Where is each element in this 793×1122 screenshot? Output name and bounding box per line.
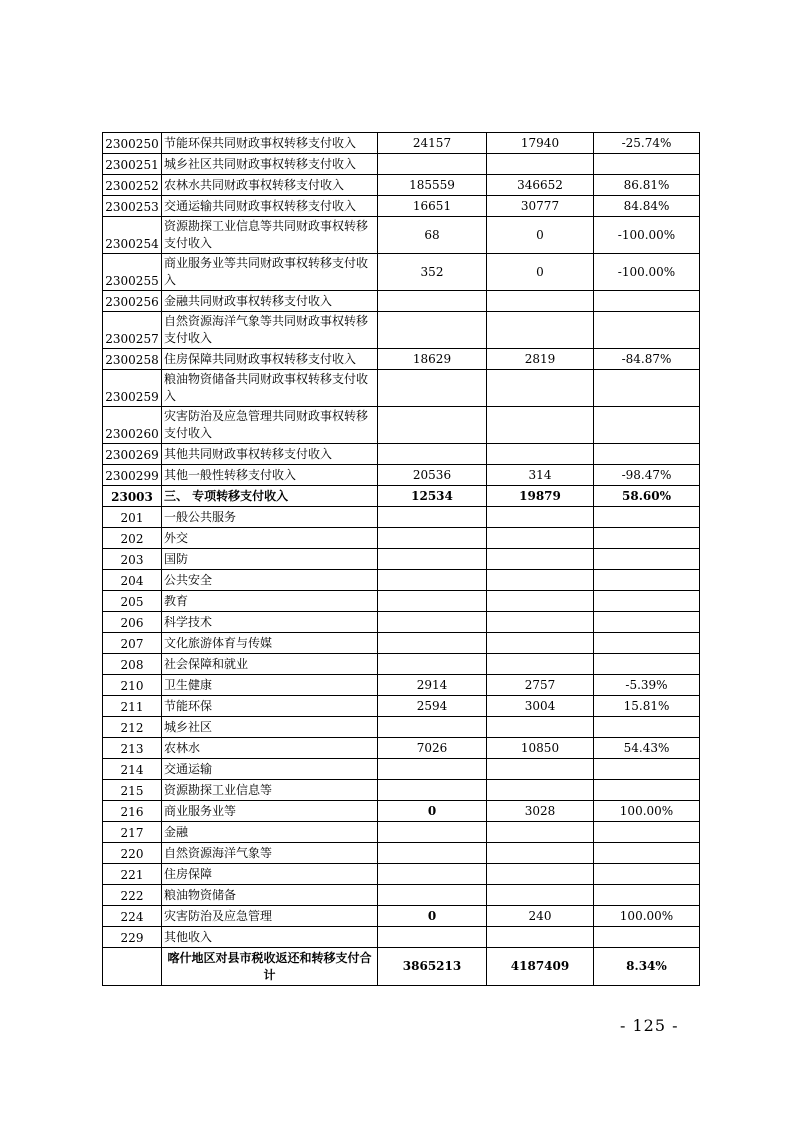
row-value-1 xyxy=(378,407,487,444)
row-code: 2300259 xyxy=(103,370,162,407)
total-code xyxy=(103,948,162,986)
table-row xyxy=(103,843,700,864)
table-row xyxy=(103,528,700,549)
total-value-1: 3865213 xyxy=(378,948,487,986)
row-value-2 xyxy=(487,822,594,843)
row-value-1 xyxy=(378,370,487,407)
row-value-1: 352 xyxy=(378,254,487,291)
row-value-1 xyxy=(378,591,487,612)
row-code: 2300250 xyxy=(103,133,162,154)
table-row xyxy=(103,196,700,217)
row-value-3 xyxy=(594,370,700,407)
row-value-3 xyxy=(594,759,700,780)
row-value-1: 2914 xyxy=(378,675,487,696)
row-code: 2300299 xyxy=(103,465,162,486)
row-value-1 xyxy=(378,717,487,738)
table-row xyxy=(103,465,700,486)
row-value-2: 0 xyxy=(487,254,594,291)
row-code: 204 xyxy=(103,570,162,591)
table-row xyxy=(103,654,700,675)
row-name: 商业服务业等 xyxy=(162,801,378,822)
row-name: 卫生健康 xyxy=(162,675,378,696)
table-row xyxy=(103,370,700,407)
row-code: 2300258 xyxy=(103,349,162,370)
table-row xyxy=(103,570,700,591)
row-value-2 xyxy=(487,843,594,864)
row-name: 交通运输共同财政事权转移支付收入 xyxy=(162,196,378,217)
table-row xyxy=(103,349,700,370)
row-code: 224 xyxy=(103,906,162,927)
row-value-3: -98.47% xyxy=(594,465,700,486)
row-value-2: 3028 xyxy=(487,801,594,822)
row-value-1 xyxy=(378,291,487,312)
row-value-2: 346652 xyxy=(487,175,594,196)
row-code: 205 xyxy=(103,591,162,612)
row-value-2: 3004 xyxy=(487,696,594,717)
row-value-3: 86.81% xyxy=(594,175,700,196)
table-row xyxy=(103,801,700,822)
table-row xyxy=(103,407,700,444)
row-value-1: 0 xyxy=(378,906,487,927)
row-value-1 xyxy=(378,885,487,906)
row-value-1 xyxy=(378,312,487,349)
row-name: 其他一般性转移支付收入 xyxy=(162,465,378,486)
row-name: 公共安全 xyxy=(162,570,378,591)
row-value-3: 100.00% xyxy=(594,906,700,927)
row-value-3 xyxy=(594,154,700,175)
row-value-3: 15.81% xyxy=(594,696,700,717)
row-name: 三、 专项转移支付收入 xyxy=(162,486,378,507)
table-row xyxy=(103,696,700,717)
row-value-1 xyxy=(378,927,487,948)
row-code: 213 xyxy=(103,738,162,759)
row-code: 203 xyxy=(103,549,162,570)
budget-table xyxy=(102,132,700,986)
row-name: 灾害防治及应急管理共同财政事权转移支付收入 xyxy=(162,407,378,444)
row-value-1: 16651 xyxy=(378,196,487,217)
row-code: 229 xyxy=(103,927,162,948)
row-value-3 xyxy=(594,927,700,948)
row-value-2 xyxy=(487,717,594,738)
row-value-3 xyxy=(594,444,700,465)
row-value-3: -84.87% xyxy=(594,349,700,370)
row-value-2: 10850 xyxy=(487,738,594,759)
row-name: 灾害防治及应急管理 xyxy=(162,906,378,927)
row-name: 自然资源海洋气象等 xyxy=(162,843,378,864)
row-code: 220 xyxy=(103,843,162,864)
table-row xyxy=(103,738,700,759)
row-code: 214 xyxy=(103,759,162,780)
row-value-2 xyxy=(487,312,594,349)
row-value-3: -100.00% xyxy=(594,254,700,291)
row-code: 208 xyxy=(103,654,162,675)
total-name: 喀什地区对县市税收返还和转移支付合计 xyxy=(162,948,378,986)
row-value-2: 19879 xyxy=(487,486,594,507)
row-value-3: -100.00% xyxy=(594,217,700,254)
row-name: 住房保障 xyxy=(162,864,378,885)
row-name: 农林水 xyxy=(162,738,378,759)
table-row xyxy=(103,291,700,312)
row-code: 222 xyxy=(103,885,162,906)
row-code: 2300260 xyxy=(103,407,162,444)
row-value-2 xyxy=(487,885,594,906)
row-value-2 xyxy=(487,654,594,675)
row-value-2 xyxy=(487,570,594,591)
row-value-1 xyxy=(378,864,487,885)
row-value-1: 2594 xyxy=(378,696,487,717)
row-code: 211 xyxy=(103,696,162,717)
row-value-3 xyxy=(594,822,700,843)
table-row xyxy=(103,486,700,507)
row-value-3: 58.60% xyxy=(594,486,700,507)
table-row xyxy=(103,154,700,175)
row-name: 农林水共同财政事权转移支付收入 xyxy=(162,175,378,196)
table-row xyxy=(103,906,700,927)
row-value-3 xyxy=(594,885,700,906)
row-code: 2300257 xyxy=(103,312,162,349)
total-value-3: 8.34% xyxy=(594,948,700,986)
table-row xyxy=(103,549,700,570)
row-name: 金融 xyxy=(162,822,378,843)
row-name: 其他共同财政事权转移支付收入 xyxy=(162,444,378,465)
row-name: 外交 xyxy=(162,528,378,549)
row-value-2 xyxy=(487,507,594,528)
row-code: 2300251 xyxy=(103,154,162,175)
row-value-1: 12534 xyxy=(378,486,487,507)
table-row xyxy=(103,254,700,291)
row-name: 社会保障和就业 xyxy=(162,654,378,675)
table-row xyxy=(103,780,700,801)
row-value-1 xyxy=(378,654,487,675)
row-name: 资源勘探工业信息等 xyxy=(162,780,378,801)
row-value-2: 17940 xyxy=(487,133,594,154)
row-value-3 xyxy=(594,570,700,591)
row-code: 2300252 xyxy=(103,175,162,196)
row-value-1 xyxy=(378,843,487,864)
row-value-1 xyxy=(378,612,487,633)
row-code: 2300255 xyxy=(103,254,162,291)
row-name: 粮油物资储备 xyxy=(162,885,378,906)
row-value-2 xyxy=(487,780,594,801)
row-value-2 xyxy=(487,591,594,612)
row-value-3: 100.00% xyxy=(594,801,700,822)
table-row xyxy=(103,927,700,948)
row-code: 2300256 xyxy=(103,291,162,312)
table-row xyxy=(103,312,700,349)
table-body xyxy=(103,133,700,986)
row-value-1: 20536 xyxy=(378,465,487,486)
page-number: - 125 - xyxy=(620,1016,679,1035)
row-value-3 xyxy=(594,291,700,312)
row-value-1 xyxy=(378,507,487,528)
row-value-1: 0 xyxy=(378,801,487,822)
row-value-3 xyxy=(594,407,700,444)
row-name: 金融共同财政事权转移支付收入 xyxy=(162,291,378,312)
table-row xyxy=(103,885,700,906)
row-value-1 xyxy=(378,549,487,570)
row-value-2: 2819 xyxy=(487,349,594,370)
row-name: 节能环保 xyxy=(162,696,378,717)
row-value-1 xyxy=(378,528,487,549)
row-value-1 xyxy=(378,570,487,591)
row-code: 221 xyxy=(103,864,162,885)
row-code: 215 xyxy=(103,780,162,801)
table-row xyxy=(103,633,700,654)
row-value-1 xyxy=(378,444,487,465)
row-code: 212 xyxy=(103,717,162,738)
row-value-1: 24157 xyxy=(378,133,487,154)
row-name: 住房保障共同财政事权转移支付收入 xyxy=(162,349,378,370)
row-name: 一般公共服务 xyxy=(162,507,378,528)
row-name: 粮油物资储备共同财政事权转移支付收入 xyxy=(162,370,378,407)
row-value-1 xyxy=(378,822,487,843)
row-name: 其他收入 xyxy=(162,927,378,948)
row-value-2 xyxy=(487,549,594,570)
row-value-3 xyxy=(594,843,700,864)
table-row xyxy=(103,822,700,843)
row-value-2 xyxy=(487,864,594,885)
total-value-2: 4187409 xyxy=(487,948,594,986)
row-code: 206 xyxy=(103,612,162,633)
row-name: 文化旅游体育与传媒 xyxy=(162,633,378,654)
row-value-3 xyxy=(594,780,700,801)
row-value-2 xyxy=(487,291,594,312)
row-value-1 xyxy=(378,759,487,780)
row-value-2 xyxy=(487,612,594,633)
row-value-3 xyxy=(594,312,700,349)
row-value-2 xyxy=(487,370,594,407)
row-value-2 xyxy=(487,759,594,780)
row-value-2: 2757 xyxy=(487,675,594,696)
row-value-2 xyxy=(487,633,594,654)
row-value-3 xyxy=(594,591,700,612)
row-code: 2300269 xyxy=(103,444,162,465)
row-value-2 xyxy=(487,154,594,175)
row-code: 202 xyxy=(103,528,162,549)
row-value-3 xyxy=(594,633,700,654)
row-value-3 xyxy=(594,549,700,570)
row-value-1 xyxy=(378,154,487,175)
row-name: 节能环保共同财政事权转移支付收入 xyxy=(162,133,378,154)
row-value-3: -25.74% xyxy=(594,133,700,154)
row-value-3: 84.84% xyxy=(594,196,700,217)
table-row xyxy=(103,217,700,254)
row-value-3 xyxy=(594,717,700,738)
table-row xyxy=(103,175,700,196)
row-value-1: 18629 xyxy=(378,349,487,370)
row-value-2: 240 xyxy=(487,906,594,927)
row-name: 交通运输 xyxy=(162,759,378,780)
row-value-1: 185559 xyxy=(378,175,487,196)
row-code: 2300254 xyxy=(103,217,162,254)
row-value-1: 7026 xyxy=(378,738,487,759)
row-value-2: 0 xyxy=(487,217,594,254)
row-value-1 xyxy=(378,633,487,654)
row-value-3 xyxy=(594,864,700,885)
row-name: 国防 xyxy=(162,549,378,570)
row-name: 城乡社区共同财政事权转移支付收入 xyxy=(162,154,378,175)
row-name: 资源勘探工业信息等共同财政事权转移支付收入 xyxy=(162,217,378,254)
row-name: 教育 xyxy=(162,591,378,612)
row-name: 城乡社区 xyxy=(162,717,378,738)
row-value-3 xyxy=(594,654,700,675)
row-value-2 xyxy=(487,528,594,549)
table-row xyxy=(103,444,700,465)
table-row xyxy=(103,507,700,528)
row-value-3: -5.39% xyxy=(594,675,700,696)
row-value-3 xyxy=(594,528,700,549)
row-value-2 xyxy=(487,444,594,465)
table-row xyxy=(103,675,700,696)
row-value-1: 68 xyxy=(378,217,487,254)
row-code: 216 xyxy=(103,801,162,822)
row-code: 23003 xyxy=(103,486,162,507)
row-code: 210 xyxy=(103,675,162,696)
row-value-1 xyxy=(378,780,487,801)
table-row xyxy=(103,717,700,738)
table-row xyxy=(103,759,700,780)
row-value-2 xyxy=(487,927,594,948)
table-row xyxy=(103,864,700,885)
table-row xyxy=(103,612,700,633)
row-code: 217 xyxy=(103,822,162,843)
row-value-3 xyxy=(594,612,700,633)
table-row xyxy=(103,591,700,612)
row-code: 201 xyxy=(103,507,162,528)
row-code: 207 xyxy=(103,633,162,654)
row-value-3: 54.43% xyxy=(594,738,700,759)
table-row xyxy=(103,133,700,154)
total-row xyxy=(103,948,700,986)
row-name: 科学技术 xyxy=(162,612,378,633)
row-name: 自然资源海洋气象等共同财政事权转移支付收入 xyxy=(162,312,378,349)
row-value-2: 30777 xyxy=(487,196,594,217)
row-code: 2300253 xyxy=(103,196,162,217)
row-value-2: 314 xyxy=(487,465,594,486)
row-value-3 xyxy=(594,507,700,528)
row-value-2 xyxy=(487,407,594,444)
row-name: 商业服务业等共同财政事权转移支付收入 xyxy=(162,254,378,291)
